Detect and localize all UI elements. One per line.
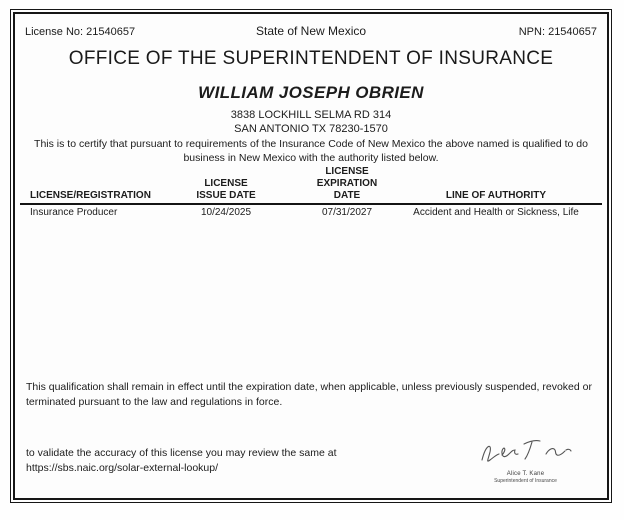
state-name: State of New Mexico xyxy=(255,24,367,38)
col-header-issue-date xyxy=(170,178,282,202)
license-table-header xyxy=(20,166,602,205)
table-row xyxy=(20,205,602,218)
col-header-text: DATE xyxy=(333,190,361,201)
col-header-registration xyxy=(30,190,170,202)
col-header-text: LINE OF AUTHORITY xyxy=(445,190,547,201)
cell-issue-date: 10/24/2025 xyxy=(200,207,252,218)
licensee-address-line1: 3838 LOCKHILL SELMA RD 314 xyxy=(230,109,392,121)
license-number: License No: 21540657 xyxy=(25,26,136,38)
col-header-text: LICENSE/REGISTRATION xyxy=(30,190,151,201)
col-header-text: LICENSE xyxy=(204,178,248,189)
licensee-address-line2: SAN ANTONIO TX 78230-1570 xyxy=(234,123,388,135)
npn-number: NPN: 21540657 xyxy=(518,26,598,38)
certificate-header-row xyxy=(25,24,597,38)
cell-expiration-date: 07/31/2027 xyxy=(321,207,373,218)
validation-url: https://sbs.naic.org/solar-external-lookup/ xyxy=(26,461,219,474)
col-header-text: ISSUE DATE xyxy=(196,190,256,201)
qualification-statement: This qualification shall remain in effect until the expiration date, when applicable, unless previously suspended, revoked or terminated pursuant to the law and regulations in force. xyxy=(26,381,592,408)
validation-block xyxy=(26,446,336,475)
validation-text: to validate the accuracy of this license you may review the same at xyxy=(26,447,337,459)
col-header-text: EXPIRATION xyxy=(316,178,378,189)
certificate-outer-border xyxy=(10,9,612,503)
signatory-name: Alice T. Kane xyxy=(506,471,545,477)
certificate-document xyxy=(13,12,609,500)
license-table xyxy=(15,166,607,218)
office-title: OFFICE OF THE SUPERINTENDENT OF INSURANCE xyxy=(68,48,554,69)
col-header-authority xyxy=(412,190,580,202)
signatory-title: Superintendent of Insurance xyxy=(494,478,557,484)
licensee-name: WILLIAM JOSEPH OBRIEN xyxy=(198,83,424,102)
signature-block xyxy=(443,430,608,484)
signature-handwriting-image xyxy=(466,430,586,474)
col-header-text: LICENSE xyxy=(325,166,369,177)
cell-registration: Insurance Producer xyxy=(30,207,118,218)
cell-authority: Accident and Health or Sickness, Life xyxy=(413,207,579,218)
certification-statement: This is to certify that pursuant to requirements of the Insurance Code of New Mexico the above named is qualified to do business in New Mexico with the authority listed below. xyxy=(34,138,588,164)
col-header-expiration-date xyxy=(282,166,412,202)
